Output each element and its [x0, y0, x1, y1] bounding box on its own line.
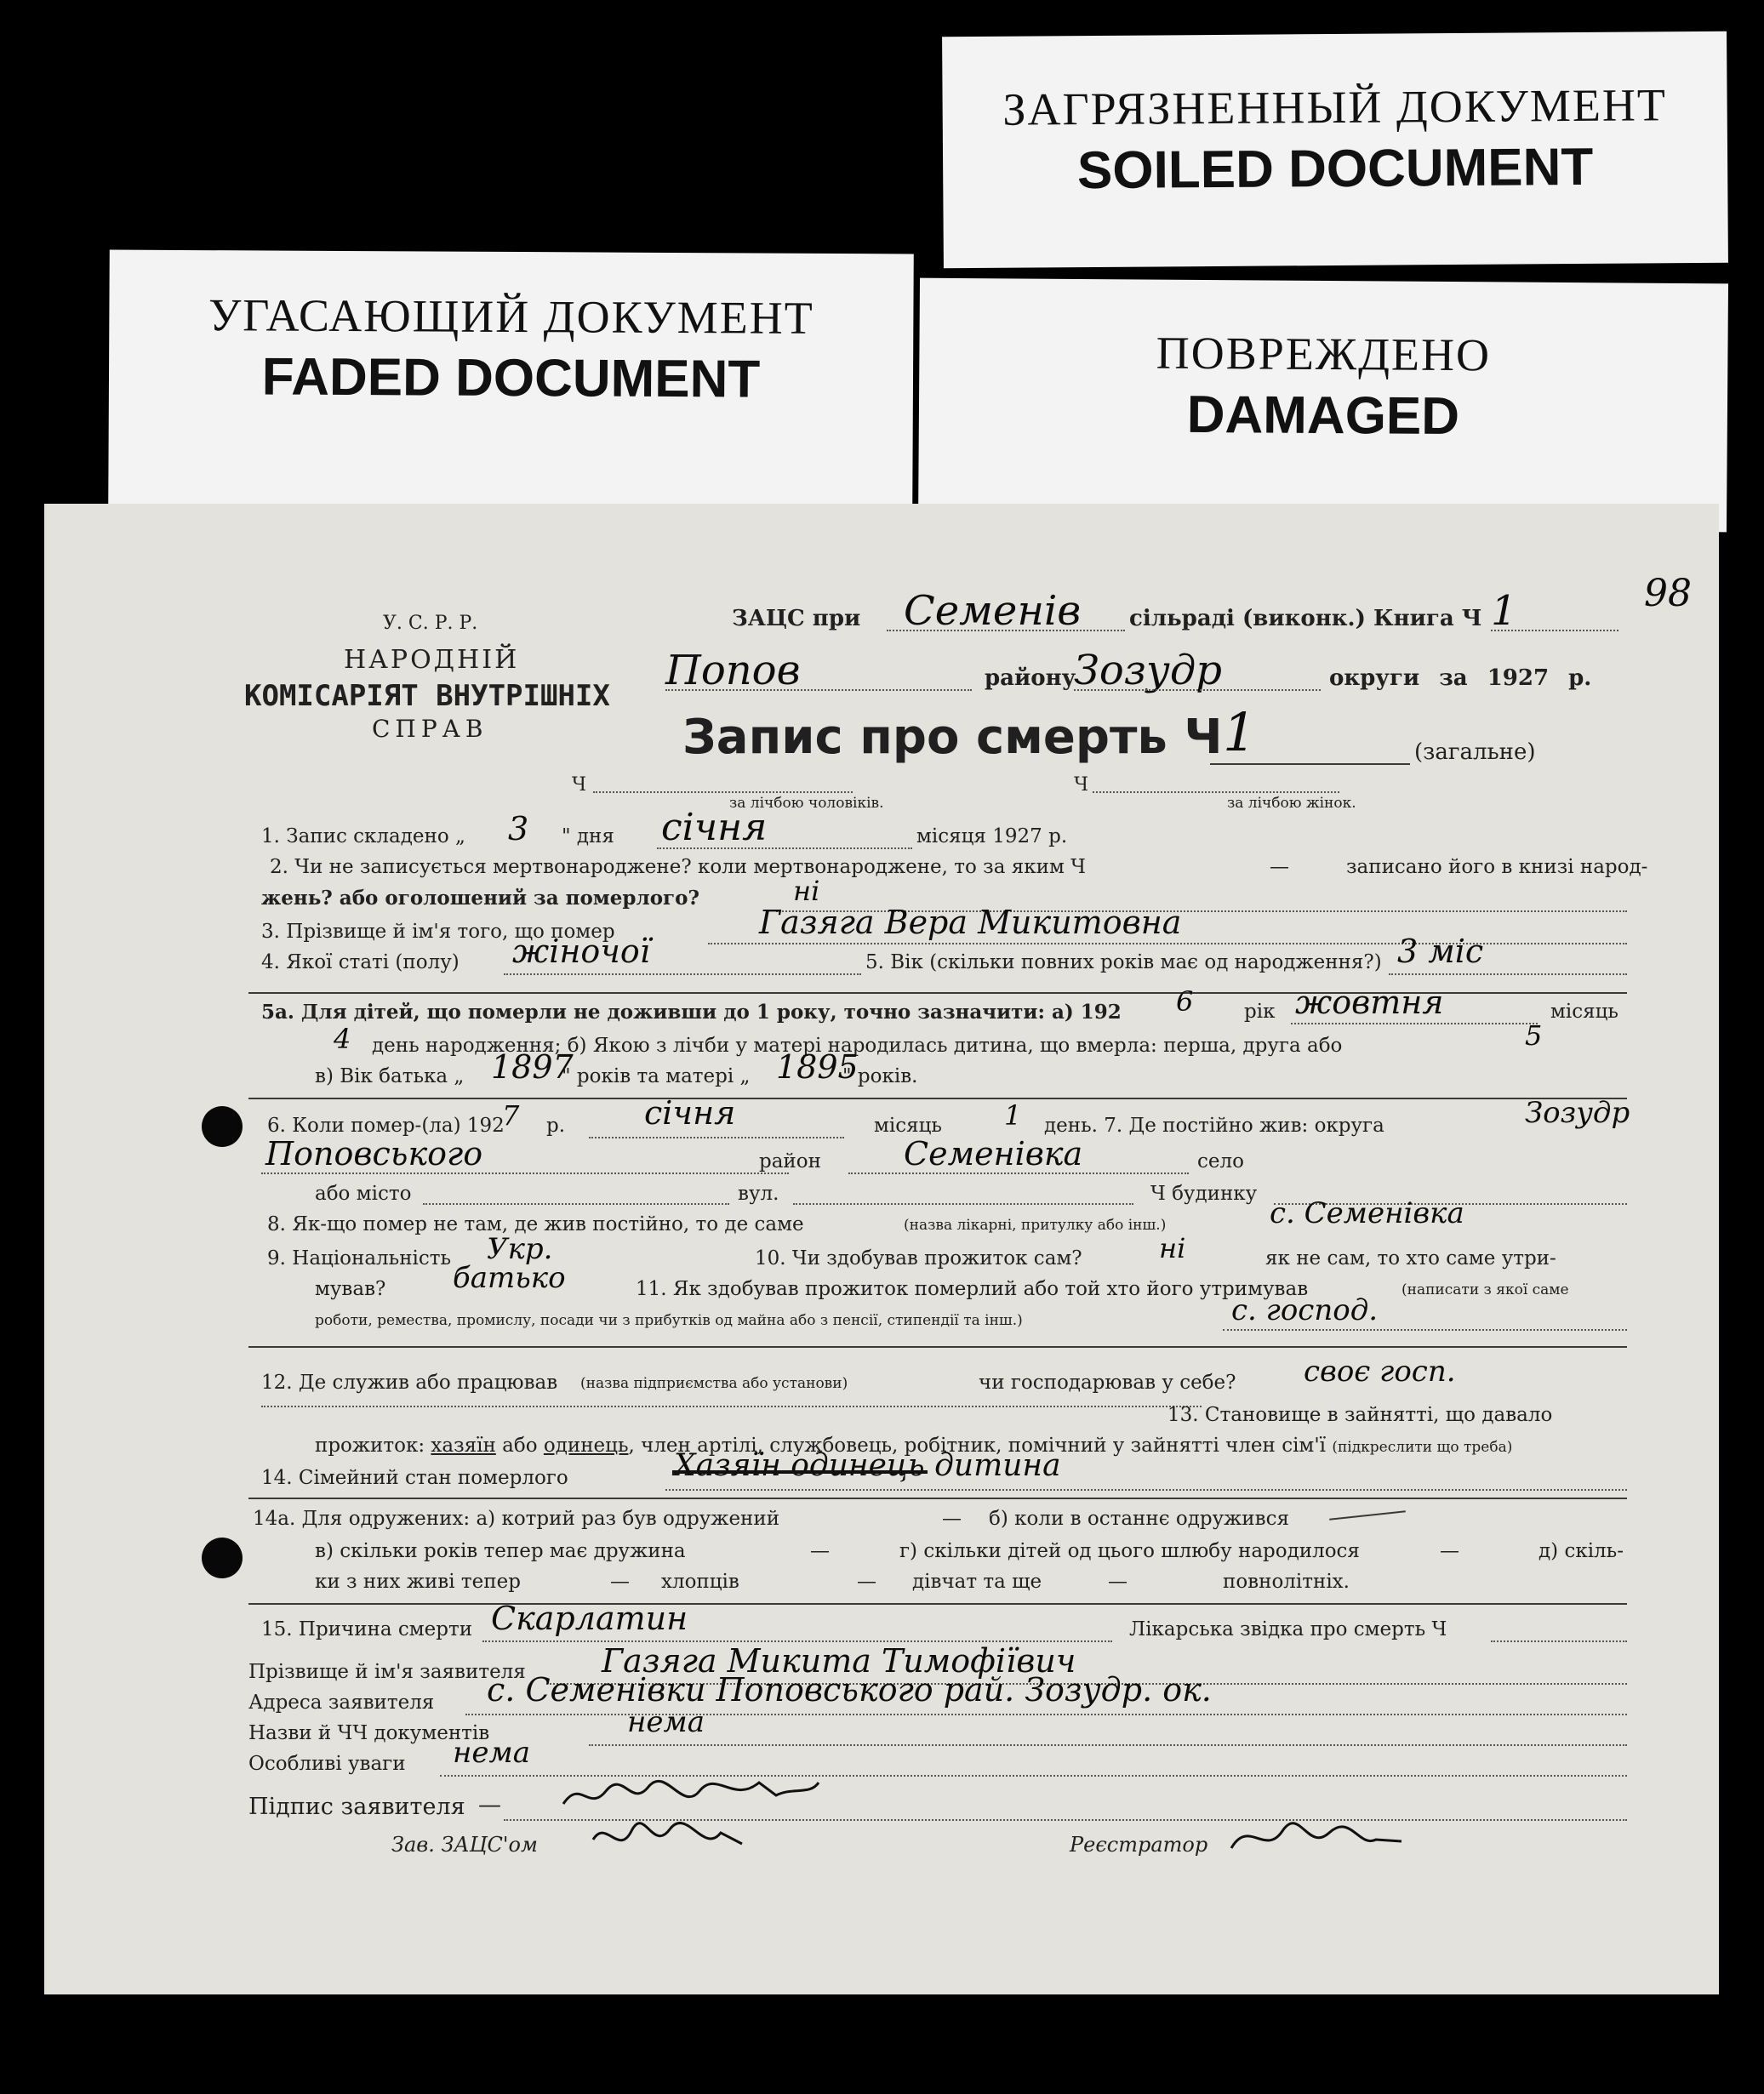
fill-line [1210, 763, 1410, 765]
applicant-signature-label: Підпис заявителя [248, 1794, 465, 1820]
row14a-label-h: дівчат та ще [912, 1571, 1042, 1593]
row5a-label-c: місяць [1550, 1001, 1618, 1023]
record-general-label: (загальне) [1414, 739, 1536, 765]
row1-label-b: " дня [562, 825, 614, 847]
cause-of-death-value: Скарлатин [491, 1600, 688, 1637]
row6-label-d: день. 7. Де постійно жив: округа [1044, 1115, 1384, 1137]
row10-label: 10. Чи здобував прожиток сам? [755, 1247, 1082, 1270]
row11-hint: (написати з якої саме [1401, 1281, 1569, 1298]
registrar-signature-scribble [1223, 1814, 1419, 1865]
district-value: Попов [665, 647, 801, 694]
row12-hint: (назва підприємства або установи) [580, 1375, 848, 1392]
faded-label-en: FADED DOCUMENT [261, 347, 761, 409]
row6-label-a: 6. Коли помер-(ла) 192 [267, 1115, 505, 1137]
fill-line [657, 847, 912, 849]
head-signature-label: Зав. ЗАЦС'ом [391, 1833, 538, 1857]
row11-label-b: роботи, ремества, промислу, посади чи з прибутків од майна або з пенсії, стипендії та інш.) [315, 1312, 1023, 1329]
head-signature-scribble [585, 1814, 755, 1865]
row5a-month-value: жовтня [1295, 984, 1444, 1021]
row14a-label-g: хлопців [661, 1571, 739, 1593]
row6-label-c: місяць [874, 1115, 942, 1137]
applicant-name-value: Газяга Микита Тимофіївич [602, 1642, 1076, 1680]
row1-label-c: місяця 1927 р. [916, 825, 1068, 847]
corner-page-number: 98 [1644, 572, 1692, 615]
row13-label-b5: , член артілі, службовець, робітник, помічний у зайнятті член сім'ї [628, 1435, 1326, 1457]
record-number-value: 1 [1223, 701, 1257, 763]
row13-option-single: одинець [543, 1435, 629, 1457]
fill-line [1389, 973, 1627, 975]
fill-line [708, 943, 1627, 944]
damaged-label [918, 278, 1728, 533]
commissariat-line-1: НАРОДНІЙ [344, 645, 520, 675]
fill-line [1223, 1329, 1627, 1331]
row6-label-e: район [759, 1150, 821, 1173]
father-age-value: 1897 [491, 1048, 574, 1086]
registrar-signature-label: Реєстратор [1070, 1833, 1208, 1857]
dash-stroke [1329, 1510, 1406, 1520]
row14a-label-b: б) коли в останнє одружився [989, 1508, 1289, 1530]
fill-line [1491, 1640, 1627, 1642]
row5a-label-a: 5а. Для дітей, що померли не доживши до 1 року, точно зазначити: а) 192 [261, 1001, 1122, 1024]
workplace-value: своє госп. [1304, 1355, 1456, 1389]
row5a-year-value: 6 [1176, 985, 1194, 1018]
row15-label: 15. Причина смерти [261, 1618, 473, 1640]
row14a-label-c: в) скільки років тепер має дружина [315, 1540, 686, 1562]
faded-document-label [108, 250, 914, 510]
row10-label-c: мував? [315, 1278, 386, 1300]
nationality-value: Укр. [487, 1232, 553, 1266]
fill-line [593, 791, 853, 793]
damaged-label-en: DAMAGED [1186, 385, 1460, 447]
residence-district-value: Поповського [265, 1135, 483, 1173]
row6-label-b: р. [546, 1115, 566, 1137]
fill-line [261, 1406, 1202, 1407]
row2-label-b: записано його в книзі народ- [1346, 856, 1648, 878]
row5a-label-b: рік [1244, 1001, 1276, 1023]
row12-label: 12. Де служив або працював [261, 1372, 558, 1394]
fill-line [665, 689, 972, 691]
fill-line [1291, 1023, 1538, 1024]
section-divider [248, 1498, 1627, 1499]
row13-hint: (підкреслити що треба) [1332, 1439, 1513, 1456]
punch-hole [202, 1106, 243, 1147]
damaged-label-ru: ПОВРЕЖДЕНО [1156, 327, 1492, 381]
soiled-label-en: SOILED DOCUMENT [1076, 137, 1594, 201]
fill-line [589, 1744, 1627, 1746]
row10-label-b: як не сам, то хто саме утри- [1265, 1247, 1556, 1270]
row5a-label-f: " років та матері „ [562, 1065, 751, 1087]
fill-line [1093, 791, 1339, 793]
row5a-label-e: в) Вік батька „ [315, 1065, 465, 1087]
section-divider [248, 1098, 1627, 1099]
district-label: району [985, 665, 1076, 691]
zags-prefix: ЗАЦС при [732, 606, 861, 631]
okrug-label: округи за 1927 р. [1329, 665, 1592, 691]
mother-age-value: 1895 [776, 1048, 859, 1086]
row4-label: 4. Якої статі (полу) [261, 951, 460, 973]
residence-okrug-value: Зозудр [1525, 1096, 1630, 1130]
documents-value: нема [627, 1705, 705, 1739]
fill-line [848, 1173, 1189, 1174]
row6-label-g: або місто [315, 1183, 412, 1205]
row1-label-a: 1. Запис складено „ [261, 825, 465, 847]
women-no-label: Ч [1074, 774, 1089, 796]
row13-option-owner: хазяїн [431, 1435, 496, 1457]
supporter-value: батько [453, 1261, 566, 1295]
row8-label: 8. Як-що помер не там, де жив постійно, то де саме [267, 1213, 804, 1235]
fill-line [589, 1137, 844, 1138]
applicant-address-label: Адреса заявителя [248, 1692, 435, 1714]
row8-hint: (назва лікарні, притулку або інш.) [904, 1217, 1167, 1234]
row13-label-b1: прожиток: [315, 1435, 425, 1457]
death-record-form [44, 504, 1719, 1994]
fill-line [504, 973, 861, 975]
commissariat-line-2: КОМІСАРІЯТ ВНУТРІШНІХ [244, 679, 610, 713]
row13-label-b3: або [502, 1435, 538, 1457]
row14a-label-d: г) скільки дітей од цього шлюбу народилося [899, 1540, 1360, 1562]
row14a-label-e: д) скіль- [1539, 1540, 1624, 1562]
fill-line [1074, 689, 1321, 691]
row2-label-a: 2. Чи не записується мертвонароджене? коли мертвонароджене, то за яким Ч [270, 856, 1086, 878]
fill-line [887, 630, 1125, 631]
row12-label-b: чи господарював у себе? [979, 1372, 1236, 1394]
row5a-label-d: день народження; б) Якою з лічби у матері народилась дитина, що вмерла: перша, друга або [372, 1035, 1343, 1057]
row1-day-value: 3 [508, 810, 529, 847]
zags-suffix: сільраді (виконк.) Книга Ч [1129, 606, 1482, 631]
residence-village-value: Семенівка [904, 1135, 1083, 1173]
row14a-label-f: ки з них живі тепер [315, 1571, 521, 1593]
documents-label: Назви й ЧЧ документів [248, 1722, 490, 1744]
fill-line [665, 1489, 1627, 1491]
fill-line [1491, 630, 1618, 631]
row6-year-value: 7 [502, 1099, 520, 1132]
row2-label-c: жень? або оголошений за померлого? [261, 887, 699, 910]
strikethrough [672, 1470, 928, 1474]
row15-label-b: Лікарська звідка про смерть Ч [1129, 1618, 1447, 1640]
okrug-value: Зозудр [1074, 647, 1222, 694]
fill-line [423, 1203, 729, 1205]
row14a-dash-4: — [610, 1571, 630, 1593]
ussr-heading: У. С. Р. Р. [383, 613, 478, 634]
deceased-name-value: Газяга Вера Микитовна [759, 904, 1182, 941]
fill-line [261, 1173, 789, 1174]
row6-label-i: Ч будинку [1150, 1183, 1258, 1205]
row9-label: 9. Національність [267, 1247, 452, 1270]
section-divider [248, 1603, 1627, 1605]
self-support-value: ні [1159, 1232, 1186, 1264]
row5a-day-value: 4 [334, 1023, 351, 1055]
row14-label: 14. Сімейний стан померлого [261, 1467, 568, 1489]
men-no-label: Ч [572, 774, 587, 796]
faded-label-ru: УГАСАЮЩИЙ ДОКУМЕНТ [208, 289, 814, 344]
women-count-label: за лічбою жінок. [1227, 795, 1356, 812]
notes-label: Особливі уваги [248, 1753, 406, 1775]
men-count-label: за лічбою чоловіків. [729, 795, 884, 812]
sex-value: жіночої [512, 933, 650, 970]
record-title: Запис про смерть Ч [682, 710, 1223, 765]
row6-label-f: село [1197, 1150, 1244, 1173]
row5a-order-value: 5 [1525, 1019, 1543, 1052]
fill-line [793, 1203, 1133, 1205]
row11-label: 11. Як здобував прожиток померлий або той хто його утримував [636, 1278, 1309, 1300]
age-value: 3 міс [1397, 933, 1484, 970]
section-divider [248, 1346, 1627, 1348]
row6-label-h: вул. [738, 1183, 779, 1205]
applicant-name-label: Прізвище й ім'я заявителя [248, 1661, 526, 1683]
row14a-label-a: 14а. Для одружених: а) котрий раз був одружений [253, 1508, 780, 1530]
death-month-value: січня [644, 1094, 736, 1132]
row14a-dash-5: — [857, 1571, 876, 1593]
death-place-value: с. Семенівка [1270, 1196, 1464, 1230]
row5-label: 5. Вік (скільки повних років має од народження?) [865, 951, 1382, 973]
row2-value: ні [793, 875, 820, 907]
row5a-label-g: " років. [842, 1065, 918, 1087]
occupation-value: с. господ. [1231, 1293, 1379, 1327]
book-number-value: 1 [1491, 587, 1517, 635]
row13-label: 13. Становище в зайнятті, що давало [1167, 1404, 1553, 1426]
soiled-document-label [942, 31, 1728, 268]
applicant-address-value: с. Семенівки Поповського рай. Зозудр. ок. [487, 1671, 1212, 1709]
row14a-dash-6: — [1108, 1571, 1127, 1593]
death-day-value: 1 [1004, 1099, 1022, 1132]
row3-label: 3. Прізвище й ім'я того, що помер [261, 921, 615, 943]
zags-village-value: Семенів [904, 587, 1082, 635]
notes-value: нема [453, 1736, 530, 1770]
soiled-label-ru: ЗАГРЯЗНЕННЫЙ ДОКУМЕНТ [1002, 79, 1668, 135]
row14a-dash-1: — [942, 1508, 962, 1530]
applicant-signature-scribble [555, 1770, 827, 1821]
row2-dash: — [1270, 856, 1289, 878]
punch-hole [202, 1538, 243, 1578]
row14a-dash-3: — [1440, 1540, 1459, 1562]
marital-status-value: Хазяїн одинець дитина [674, 1448, 1061, 1483]
row1-month-value: січня [661, 806, 768, 849]
row14a-label-i: повнолітніх. [1223, 1571, 1350, 1593]
commissariat-line-3: СПРАВ [372, 715, 488, 743]
applicant-signature-dash: — [478, 1792, 501, 1818]
row14a-dash-2: — [810, 1540, 830, 1562]
